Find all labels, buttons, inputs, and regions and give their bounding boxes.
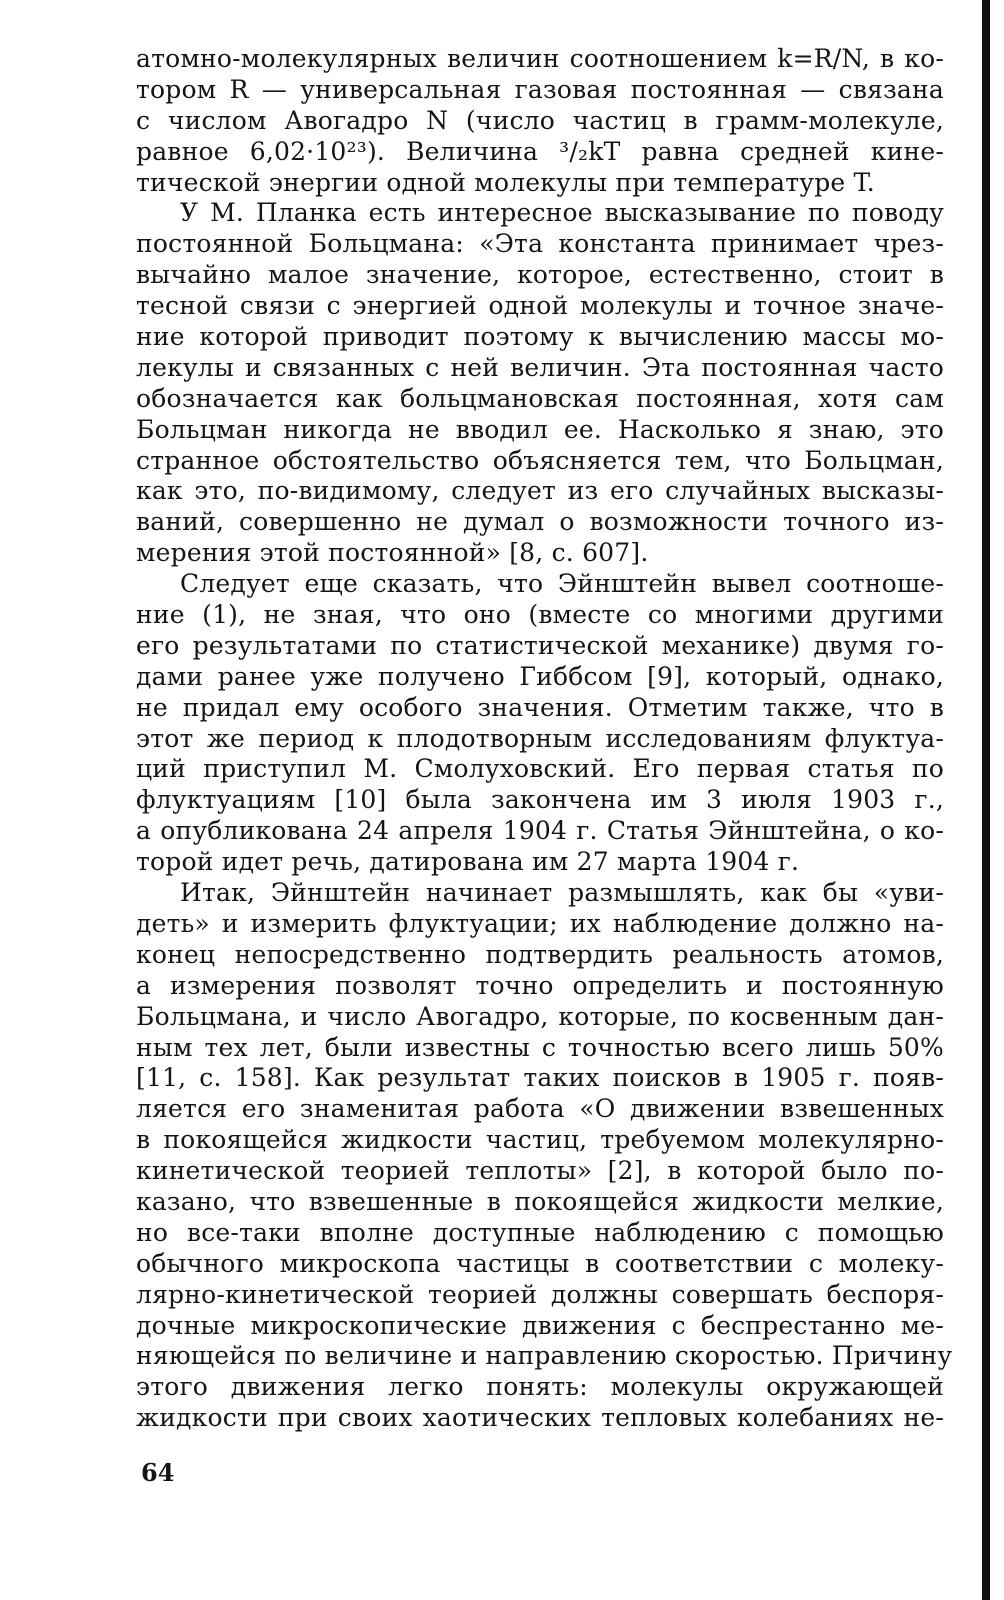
- body-text: [136, 44, 953, 1434]
- text-line: атомно-молекулярных величин соотношением k=R/N, в ко-: [136, 44, 944, 73]
- text-line: а опубликована 24 апреля 1904 г. Статья Эйнштейна, о ко-: [136, 816, 944, 846]
- text-line: казано, что взвешенные в покоящейся жидкости мелкие,: [136, 1186, 944, 1216]
- page-number: 64: [141, 1458, 175, 1487]
- text-line: ние (1), не зная, что оно (вместе со многими другими: [136, 600, 944, 630]
- text-line: но все-таки вполне доступные наблюдению с помощью: [136, 1217, 944, 1247]
- text-line: его результатами по статистической механике) двумя го-: [136, 630, 944, 660]
- text-line: Следует еще сказать, что Эйнштейн вывел соотноше-: [180, 569, 944, 599]
- text-line: флуктуациям [10] была закончена им 3 июля 1903 г.,: [136, 785, 944, 815]
- text-line: жидкости при своих хаотических тепловых колебаниях не-: [136, 1403, 944, 1433]
- text-line: ций приступил М. Смолуховский. Его первая статья по: [136, 754, 944, 784]
- text-line: мерения этой постоянной» [8, с. 607].: [136, 538, 649, 568]
- text-line: ние которой приводит поэтому к вычислению массы мо-: [136, 322, 944, 352]
- text-line: вычайно малое значение, которое, естественно, стоит в: [136, 260, 944, 290]
- text-line: как это, по-видимому, следует из его случайных высказы-: [136, 476, 944, 506]
- text-line: торой идет речь, датирована им 27 марта 1904 г.: [136, 847, 800, 877]
- text-line: ляется его знаменитая работа «О движении взвешенных: [136, 1094, 944, 1124]
- text-line: дочные микроскопические движения с беспрестанно ме-: [136, 1310, 944, 1340]
- text-line: Больцман никогда не вводил ее. Насколько я знаю, это: [136, 414, 944, 444]
- text-line: У М. Планка есть интересное высказывание по поводу: [180, 198, 944, 228]
- text-line: тором R — универсальная газовая постоянная — связана: [136, 74, 944, 104]
- text-line: тической энергии одной молекулы при температуре T.: [136, 167, 875, 197]
- text-line: Больцмана, и число Авогадро, которые, по косвенным дан-: [136, 1001, 944, 1031]
- text-line: а измерения позволят точно определить и постоянную: [136, 970, 944, 1000]
- page-edge-shadow: [982, 0, 990, 1600]
- text-line: [11, с. 158]. Как результат таких поисков в 1905 г. появ-: [136, 1063, 944, 1093]
- text-line: деть» и измерить флуктуации; их наблюдение должно на-: [136, 908, 944, 938]
- text-line: кинетической теорией теплоты» [2], в которой было по-: [136, 1156, 944, 1186]
- text-line: лекулы и связанных с ней величин. Эта постоянная часто: [136, 352, 944, 382]
- text-line: конец непосредственно подтвердить реальность атомов,: [136, 939, 944, 969]
- text-line: Итак, Эйнштейн начинает размышлять, как бы «уви-: [180, 878, 944, 908]
- text-line: равное 6,02·10²³). Величина ³/₂kT равна средней кине-: [136, 136, 944, 166]
- text-line: ваний, совершенно не думал о возможности точного из-: [136, 507, 944, 537]
- text-line: обозначается как больцмановская постоянная, хотя сам: [136, 383, 944, 413]
- text-line: с числом Авогадро N (число частиц в грамм-молекуле,: [136, 105, 944, 135]
- text-line: обычного микроскопа частицы в соответствии с молеку-: [136, 1248, 944, 1278]
- text-line: лярно-кинетической теорией должны совершать беспоря-: [136, 1279, 944, 1309]
- text-line: няющейся по величине и направлению скоростью. Причину: [136, 1341, 953, 1371]
- text-line: дами ранее уже получено Гиббсом [9], который, однако,: [136, 661, 944, 691]
- text-line: тесной связи с энергией одной молекулы и точное значе-: [136, 291, 944, 321]
- text-line: ным тех лет, были известны с точностью всего лишь 50%: [136, 1032, 944, 1062]
- text-line: странное обстоятельство объясняется тем, что Больцман,: [136, 445, 944, 475]
- text-line: не придал ему особого значения. Отметим также, что в: [136, 692, 944, 722]
- text-line: этого движения легко понять: молекулы окружающей: [136, 1372, 944, 1402]
- text-line: этот же период к плодотворным исследованиям флуктуа-: [136, 723, 944, 753]
- text-line: постоянной Больцмана: «Эта константа принимает чрез-: [136, 229, 944, 259]
- text-line: в покоящейся жидкости частиц, требуемом молекулярно-: [136, 1125, 944, 1155]
